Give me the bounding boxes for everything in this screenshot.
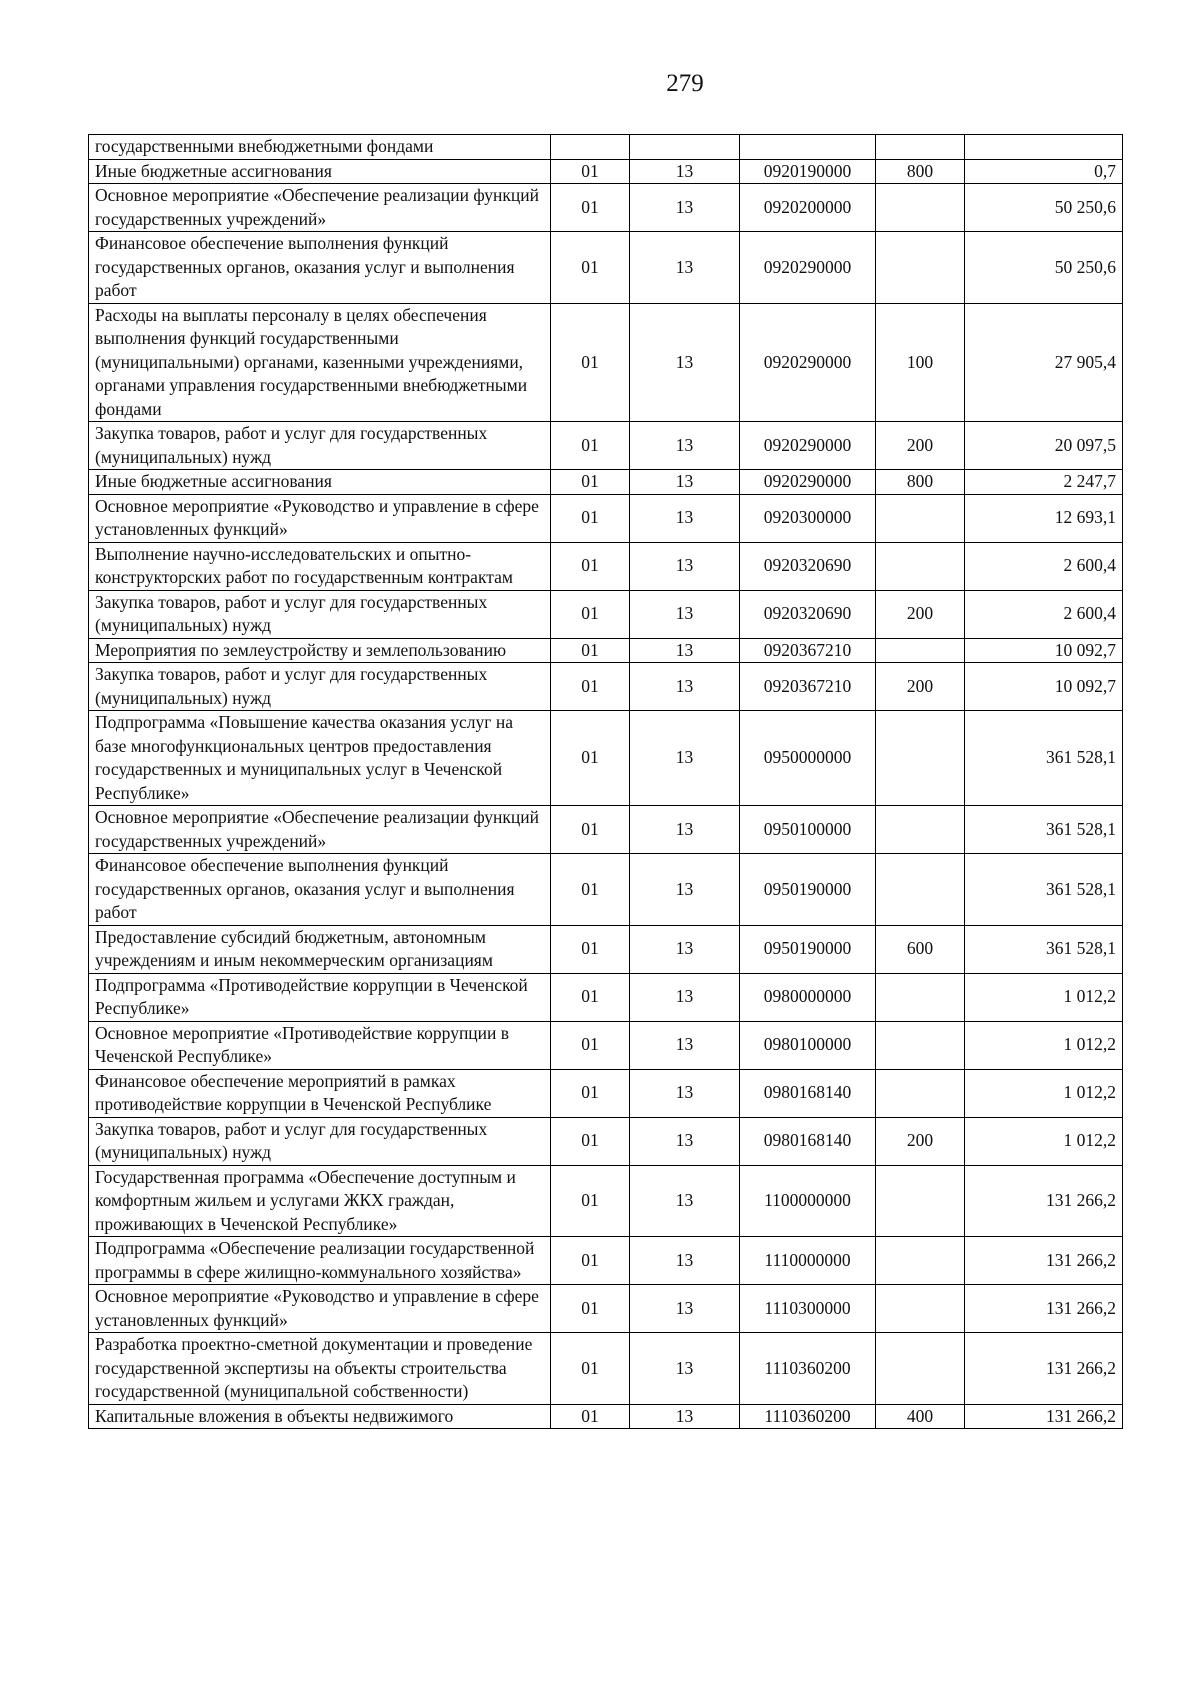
- target-article-code-cell: 0920290000: [740, 232, 876, 304]
- amount-cell: 361 528,1: [965, 854, 1123, 926]
- expense-name-cell: Разработка проектно-сметной документации и проведение государственной экспертизы на объекты строительства государственной (муниципальной собственности): [89, 1333, 551, 1405]
- amount-cell: 1 012,2: [965, 1021, 1123, 1069]
- amount-cell: 361 528,1: [965, 806, 1123, 854]
- amount-cell: 0,7: [965, 159, 1123, 184]
- target-article-code-cell: 1100000000: [740, 1165, 876, 1237]
- expense-type-code-cell: 800: [876, 159, 965, 184]
- amount-cell: 1 012,2: [965, 1069, 1123, 1117]
- amount-cell: 27 905,4: [965, 303, 1123, 422]
- expense-name-cell: Подпрограмма «Повышение качества оказания услуг на базе многофункциональных центров предоставления государственных и муниципальных услуг в Чеченской Республике»: [89, 711, 551, 806]
- expense-name-cell: Государственная программа «Обеспечение доступным и комфортным жильем и услугами ЖКХ граждан, проживающих в Чеченской Республике»: [89, 1165, 551, 1237]
- table-row: [89, 303, 1123, 422]
- table-row: [89, 1237, 1123, 1285]
- table-row: [89, 1021, 1123, 1069]
- expense-type-code-cell: [876, 1165, 965, 1237]
- target-article-code-cell: 0950190000: [740, 854, 876, 926]
- amount-cell: 50 250,6: [965, 232, 1123, 304]
- target-article-code-cell: 1110360200: [740, 1333, 876, 1405]
- section-code-cell: 01: [551, 711, 630, 806]
- table-row: [89, 1069, 1123, 1117]
- table-row: [89, 854, 1123, 926]
- section-code-cell: 01: [551, 925, 630, 973]
- amount-cell: 10 092,7: [965, 663, 1123, 711]
- expense-name-cell: Финансовое обеспечение мероприятий в рамках противодействие коррупции в Чеченской Республике: [89, 1069, 551, 1117]
- expense-type-code-cell: 400: [876, 1404, 965, 1429]
- amount-cell: 2 247,7: [965, 470, 1123, 495]
- target-article-code-cell: 0920290000: [740, 303, 876, 422]
- target-article-code-cell: 0950000000: [740, 711, 876, 806]
- expense-name-cell: Расходы на выплаты персоналу в целях обеспечения выполнения функций государственными (муниципальными) органами, казенными учреждениями, органами управления государственными внебюджетными фондами: [89, 303, 551, 422]
- target-article-code-cell: 0980168140: [740, 1117, 876, 1165]
- amount-cell: 131 266,2: [965, 1404, 1123, 1429]
- expense-type-code-cell: [876, 1069, 965, 1117]
- expense-type-code-cell: [876, 806, 965, 854]
- amount-cell: 50 250,6: [965, 184, 1123, 232]
- expense-type-code-cell: 800: [876, 470, 965, 495]
- section-code-cell: 01: [551, 663, 630, 711]
- section-code-cell: 01: [551, 542, 630, 590]
- expense-name-cell: Подпрограмма «Противодействие коррупции в Чеченской Республике»: [89, 973, 551, 1021]
- amount-cell: 2 600,4: [965, 542, 1123, 590]
- expense-type-code-cell: [876, 638, 965, 663]
- expense-type-code-cell: [876, 494, 965, 542]
- expense-name-cell: Иные бюджетные ассигнования: [89, 470, 551, 495]
- target-article-code-cell: 0920290000: [740, 422, 876, 470]
- target-article-code-cell: 0980000000: [740, 973, 876, 1021]
- subsection-code-cell: 13: [630, 232, 740, 304]
- section-code-cell: 01: [551, 159, 630, 184]
- table-row: [89, 494, 1123, 542]
- budget-table-body: [89, 135, 1123, 1429]
- expense-name-cell: Предоставление субсидий бюджетным, автономным учреждениям и иным некоммерческим организациям: [89, 925, 551, 973]
- subsection-code-cell: 13: [630, 711, 740, 806]
- target-article-code-cell: 0980168140: [740, 1069, 876, 1117]
- subsection-code-cell: 13: [630, 1404, 740, 1429]
- amount-cell: 131 266,2: [965, 1237, 1123, 1285]
- section-code-cell: 01: [551, 232, 630, 304]
- page-number: 279: [666, 70, 704, 97]
- table-row: [89, 135, 1123, 160]
- section-code-cell: 01: [551, 1333, 630, 1405]
- expense-name-cell: Закупка товаров, работ и услуг для государственных (муниципальных) нужд: [89, 422, 551, 470]
- target-article-code-cell: 0920320690: [740, 542, 876, 590]
- target-article-code-cell: 1110360200: [740, 1404, 876, 1429]
- expense-type-code-cell: 600: [876, 925, 965, 973]
- section-code-cell: 01: [551, 422, 630, 470]
- expense-name-cell: Основное мероприятие «Руководство и управление в сфере установленных функций»: [89, 494, 551, 542]
- expense-name-cell: Иные бюджетные ассигнования: [89, 159, 551, 184]
- target-article-code-cell: 0920367210: [740, 663, 876, 711]
- expense-name-cell: Финансовое обеспечение выполнения функций государственных органов, оказания услуг и выполнения работ: [89, 232, 551, 304]
- section-code-cell: [551, 135, 630, 160]
- table-row: [89, 638, 1123, 663]
- table-row: [89, 1285, 1123, 1333]
- table-row: [89, 159, 1123, 184]
- subsection-code-cell: [630, 135, 740, 160]
- expense-name-cell: Закупка товаров, работ и услуг для государственных (муниципальных) нужд: [89, 1117, 551, 1165]
- expense-name-cell: Основное мероприятие «Руководство и управление в сфере установленных функций»: [89, 1285, 551, 1333]
- target-article-code-cell: 0920190000: [740, 159, 876, 184]
- section-code-cell: 01: [551, 494, 630, 542]
- target-article-code-cell: 0980100000: [740, 1021, 876, 1069]
- subsection-code-cell: 13: [630, 638, 740, 663]
- expense-type-code-cell: [876, 711, 965, 806]
- subsection-code-cell: 13: [630, 806, 740, 854]
- target-article-code-cell: [740, 135, 876, 160]
- table-row: [89, 806, 1123, 854]
- section-code-cell: 01: [551, 638, 630, 663]
- section-code-cell: 01: [551, 1237, 630, 1285]
- amount-cell: 361 528,1: [965, 925, 1123, 973]
- expense-name-cell: Финансовое обеспечение выполнения функций государственных органов, оказания услуг и выполнения работ: [89, 854, 551, 926]
- expense-type-code-cell: [876, 1237, 965, 1285]
- expense-type-code-cell: [876, 854, 965, 926]
- target-article-code-cell: 0920320690: [740, 590, 876, 638]
- section-code-cell: 01: [551, 470, 630, 495]
- amount-cell: 1 012,2: [965, 1117, 1123, 1165]
- expense-type-code-cell: 200: [876, 663, 965, 711]
- target-article-code-cell: 0920200000: [740, 184, 876, 232]
- amount-cell: 361 528,1: [965, 711, 1123, 806]
- section-code-cell: 01: [551, 1404, 630, 1429]
- section-code-cell: 01: [551, 806, 630, 854]
- subsection-code-cell: 13: [630, 470, 740, 495]
- expense-name-cell: Выполнение научно-исследовательских и опытно-конструкторских работ по государственным контрактам: [89, 542, 551, 590]
- expense-type-code-cell: 200: [876, 590, 965, 638]
- table-row: [89, 1404, 1123, 1429]
- amount-cell: 12 693,1: [965, 494, 1123, 542]
- section-code-cell: 01: [551, 1117, 630, 1165]
- subsection-code-cell: 13: [630, 1237, 740, 1285]
- budget-table: [88, 134, 1123, 1429]
- amount-cell: [965, 135, 1123, 160]
- subsection-code-cell: 13: [630, 542, 740, 590]
- section-code-cell: 01: [551, 1285, 630, 1333]
- subsection-code-cell: 13: [630, 1285, 740, 1333]
- target-article-code-cell: 0920300000: [740, 494, 876, 542]
- amount-cell: 131 266,2: [965, 1285, 1123, 1333]
- target-article-code-cell: 1110300000: [740, 1285, 876, 1333]
- target-article-code-cell: 0950100000: [740, 806, 876, 854]
- expense-type-code-cell: [876, 1333, 965, 1405]
- amount-cell: 131 266,2: [965, 1333, 1123, 1405]
- subsection-code-cell: 13: [630, 1165, 740, 1237]
- expense-type-code-cell: [876, 1285, 965, 1333]
- table-row: [89, 663, 1123, 711]
- table-row: [89, 422, 1123, 470]
- subsection-code-cell: 13: [630, 303, 740, 422]
- expense-type-code-cell: 100: [876, 303, 965, 422]
- expense-name-cell: Капитальные вложения в объекты недвижимого: [89, 1404, 551, 1429]
- expense-type-code-cell: 200: [876, 422, 965, 470]
- table-row: [89, 925, 1123, 973]
- expense-name-cell: Закупка товаров, работ и услуг для государственных (муниципальных) нужд: [89, 590, 551, 638]
- expense-type-code-cell: [876, 232, 965, 304]
- subsection-code-cell: 13: [630, 184, 740, 232]
- subsection-code-cell: 13: [630, 1333, 740, 1405]
- expense-type-code-cell: [876, 135, 965, 160]
- subsection-code-cell: 13: [630, 159, 740, 184]
- target-article-code-cell: 1110000000: [740, 1237, 876, 1285]
- expense-type-code-cell: [876, 184, 965, 232]
- subsection-code-cell: 13: [630, 494, 740, 542]
- table-row: [89, 1117, 1123, 1165]
- section-code-cell: 01: [551, 854, 630, 926]
- section-code-cell: 01: [551, 1021, 630, 1069]
- expense-type-code-cell: [876, 973, 965, 1021]
- section-code-cell: 01: [551, 973, 630, 1021]
- amount-cell: 131 266,2: [965, 1165, 1123, 1237]
- table-row: [89, 973, 1123, 1021]
- amount-cell: 1 012,2: [965, 973, 1123, 1021]
- expense-name-cell: Основное мероприятие «Противодействие коррупции в Чеченской Республике»: [89, 1021, 551, 1069]
- expense-name-cell: Основное мероприятие «Обеспечение реализации функций государственных учреждений»: [89, 806, 551, 854]
- table-row: [89, 1333, 1123, 1405]
- subsection-code-cell: 13: [630, 854, 740, 926]
- expense-name-cell: Закупка товаров, работ и услуг для государственных (муниципальных) нужд: [89, 663, 551, 711]
- subsection-code-cell: 13: [630, 1117, 740, 1165]
- subsection-code-cell: 13: [630, 973, 740, 1021]
- section-code-cell: 01: [551, 590, 630, 638]
- table-row: [89, 470, 1123, 495]
- table-row: [89, 232, 1123, 304]
- table-row: [89, 711, 1123, 806]
- expense-type-code-cell: [876, 542, 965, 590]
- amount-cell: 10 092,7: [965, 638, 1123, 663]
- target-article-code-cell: 0950190000: [740, 925, 876, 973]
- section-code-cell: 01: [551, 303, 630, 422]
- expense-name-cell: Мероприятия по землеустройству и землепользованию: [89, 638, 551, 663]
- subsection-code-cell: 13: [630, 663, 740, 711]
- target-article-code-cell: 0920367210: [740, 638, 876, 663]
- subsection-code-cell: 13: [630, 1069, 740, 1117]
- section-code-cell: 01: [551, 1069, 630, 1117]
- subsection-code-cell: 13: [630, 590, 740, 638]
- subsection-code-cell: 13: [630, 925, 740, 973]
- expense-type-code-cell: 200: [876, 1117, 965, 1165]
- table-row: [89, 590, 1123, 638]
- table-row: [89, 184, 1123, 232]
- table-row: [89, 1165, 1123, 1237]
- table-row: [89, 542, 1123, 590]
- expense-type-code-cell: [876, 1021, 965, 1069]
- amount-cell: 2 600,4: [965, 590, 1123, 638]
- subsection-code-cell: 13: [630, 422, 740, 470]
- expense-name-cell: государственными внебюджетными фондами: [89, 135, 551, 160]
- section-code-cell: 01: [551, 1165, 630, 1237]
- amount-cell: 20 097,5: [965, 422, 1123, 470]
- subsection-code-cell: 13: [630, 1021, 740, 1069]
- section-code-cell: 01: [551, 184, 630, 232]
- expense-name-cell: Подпрограмма «Обеспечение реализации государственной программы в сфере жилищно-коммунального хозяйства»: [89, 1237, 551, 1285]
- target-article-code-cell: 0920290000: [740, 470, 876, 495]
- expense-name-cell: Основное мероприятие «Обеспечение реализации функций государственных учреждений»: [89, 184, 551, 232]
